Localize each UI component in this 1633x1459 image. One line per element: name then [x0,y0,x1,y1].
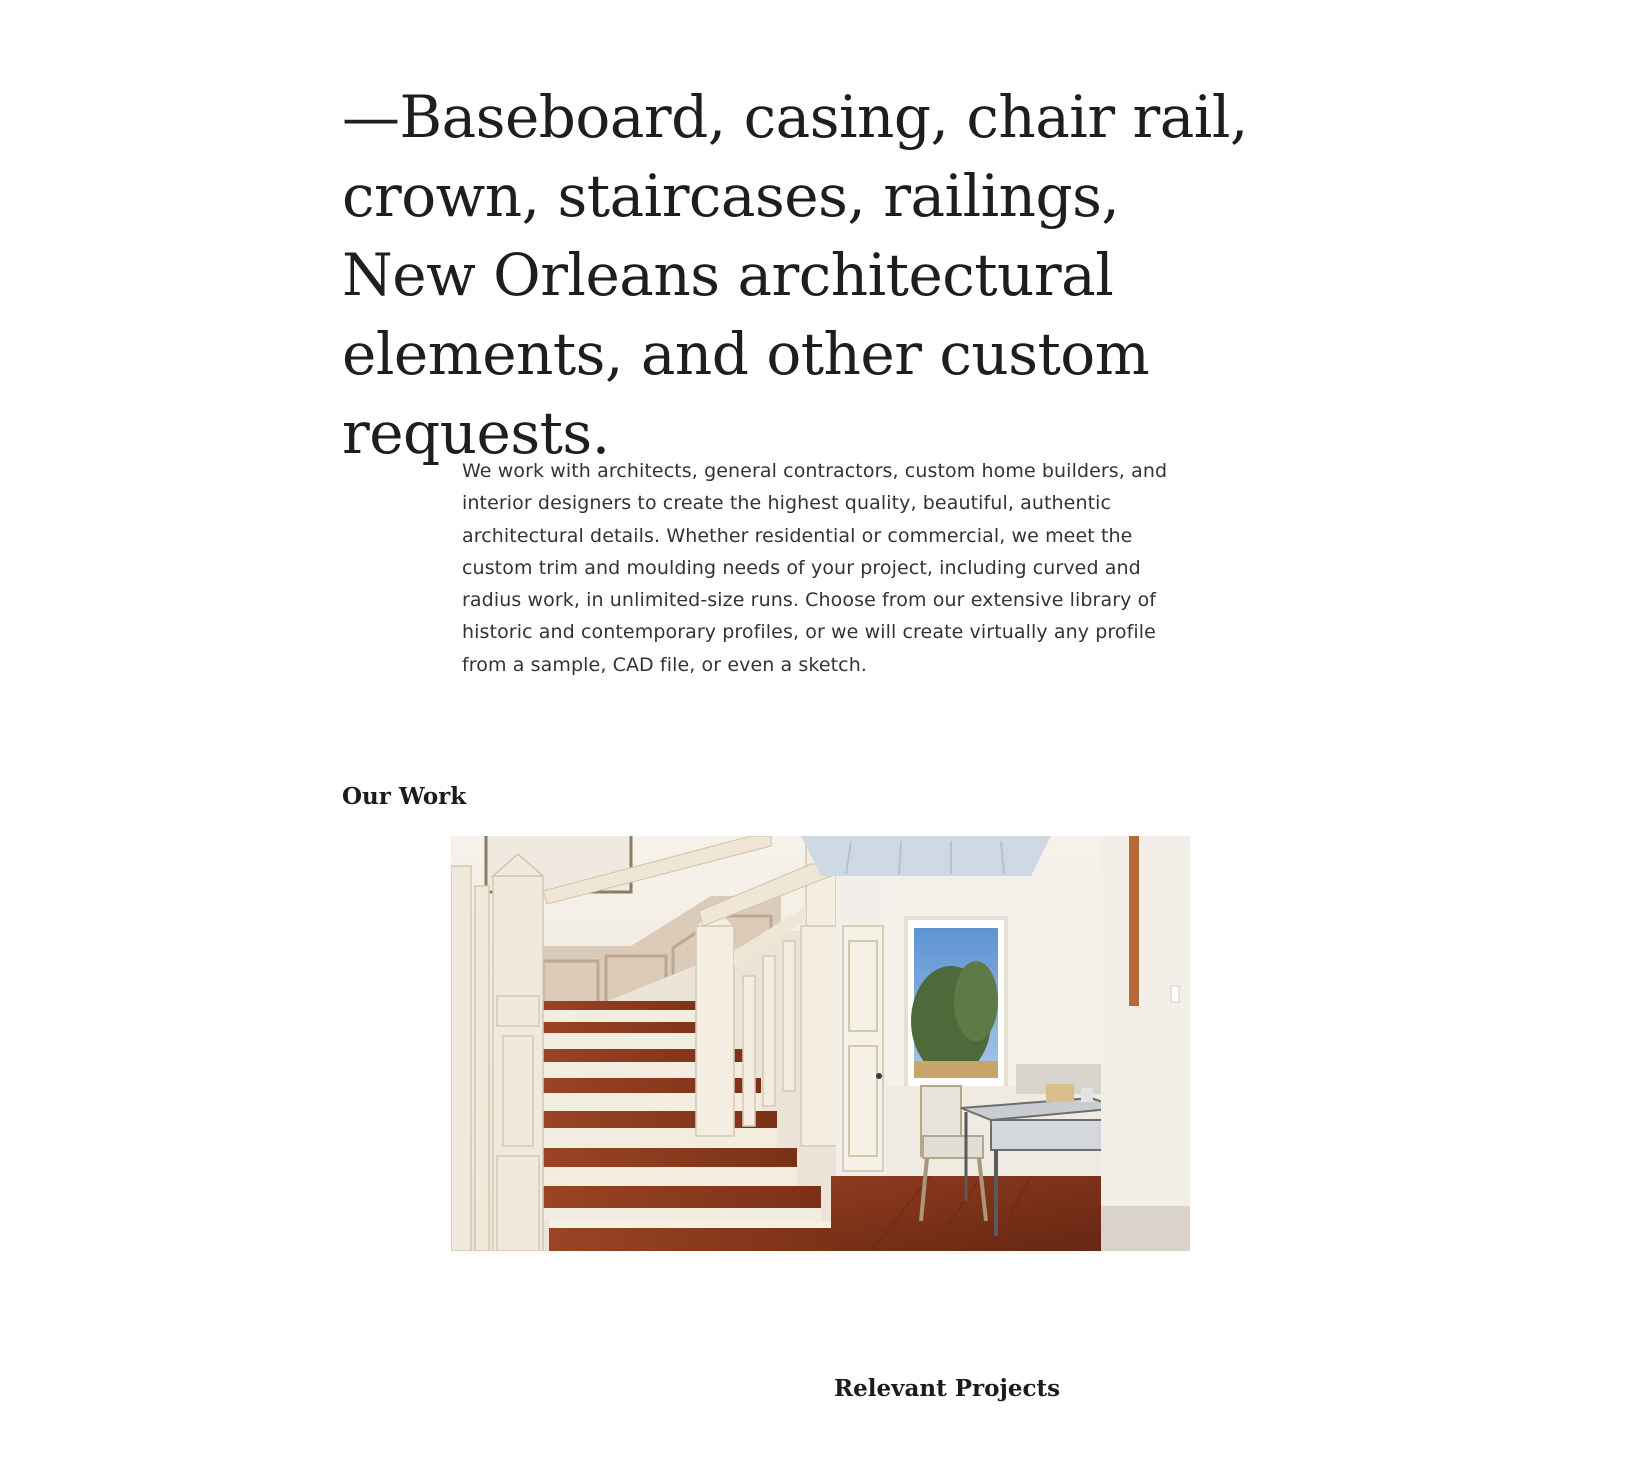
relevant-projects-heading: Relevant Projects [834,1375,1061,1402]
our-work-heading: Our Work [342,783,467,810]
hero-heading: —Baseboard, casing, chair rail, crown, staircases, railings, New Orleans architectural elements, and other custom requests. [342,83,1248,467]
intro-paragraph: We work with architects, general contractors, custom home builders, and interior designers to create the highest quality, beautiful, authentic architectural details. Whether residential or commercial, we meet the custom trim and moulding needs of your project, including curved and radius work, in unlimited-size runs. Choose from our extensive library of historic and contemporary profiles, or we will create virtually any profile from a sample, CAD file, or even a sketch. [462,460,1168,676]
staircase-photo-icon [451,836,1190,1251]
